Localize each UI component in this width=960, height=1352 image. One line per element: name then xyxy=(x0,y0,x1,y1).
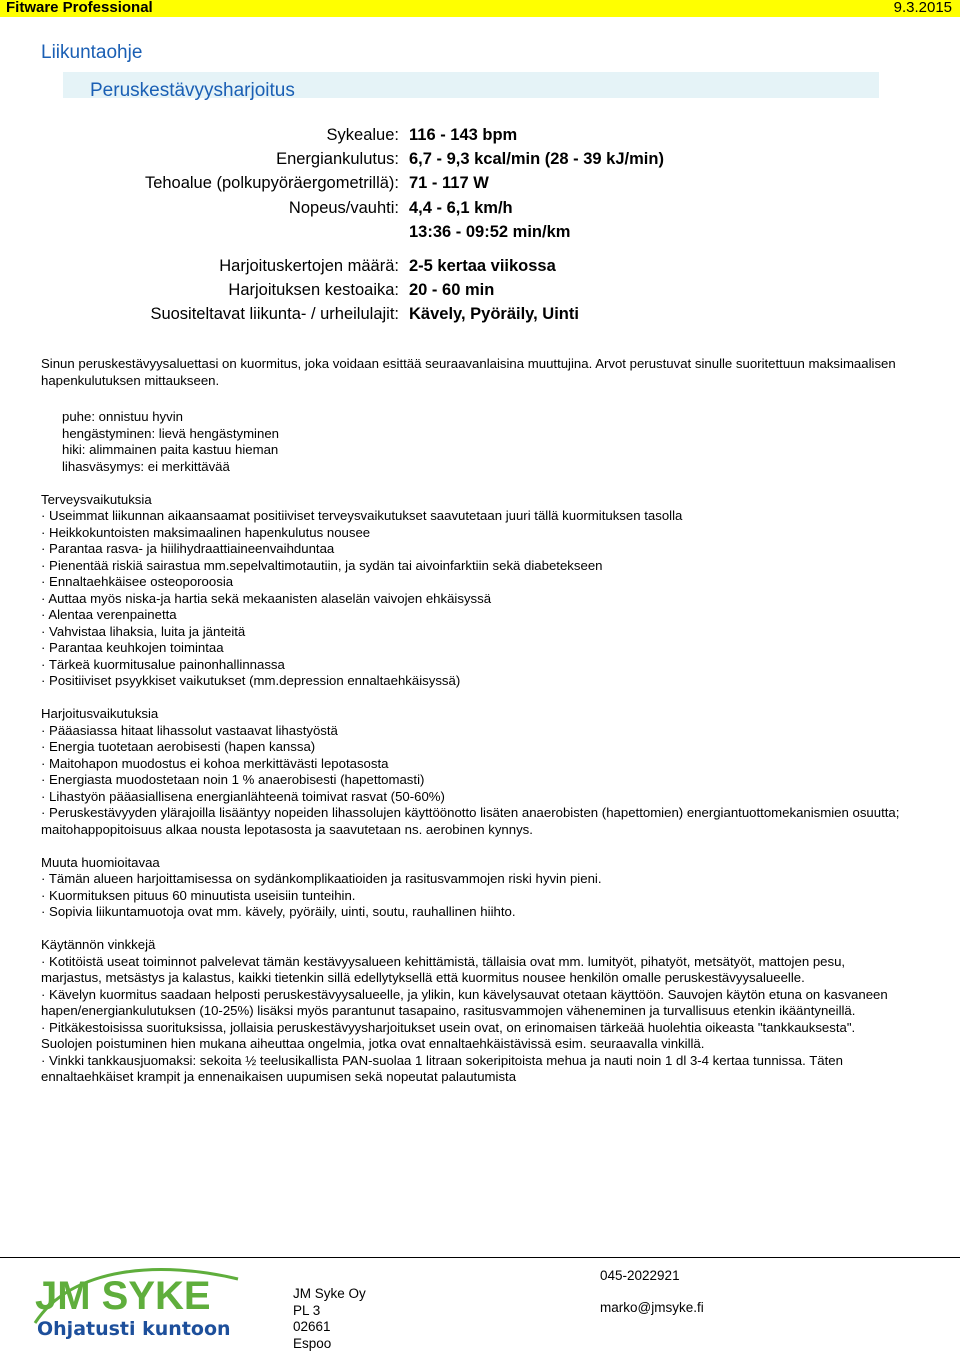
header-bar xyxy=(0,0,960,17)
intro-paragraph: Sinun peruskestävyysaluettasi on kuormitus, joka voidaan esittää seuraavanlaisina muuttujina. Arvot perustuvat sinulle suoritettuun maksimaalisen hapenkulutuksen mittaukseen. xyxy=(41,356,896,388)
param-row-speed xyxy=(0,199,960,219)
param-label: Harjoituksen kestoaika: xyxy=(228,281,399,299)
section-title: Harjoitusvaikutuksia xyxy=(41,706,159,721)
list-item: · Pääasiassa hitaat lihassolut vastaavat lihastyöstä xyxy=(41,722,338,738)
list-item: · Auttaa myös niska-ja hartia sekä mekaanisten alaselän vaivojen ehkäisyssä xyxy=(41,590,492,606)
list-item: · Pitkäkestoisissa suorituksissa, jollaisia peruskestävyysharjoitukset usein ovat, on erinomaisen tärkeää huolehtia oikeasta "tankkauksesta". Suolojen poistuminen hien mukana aiheuttaa ongelmia, jotka ovat ennaltaehkäistävissä esim. seuraavalla vinkillä. xyxy=(41,1019,856,1051)
jm-syke-logo xyxy=(33,1265,248,1341)
param-value: 20 - 60 min xyxy=(409,281,495,299)
po-box: PL 3 xyxy=(293,1302,321,1318)
list-item: · Tämän alueen harjoittamisessa on sydänkomplikaatioiden ja rasitusvammojen riski hyvin pieni. xyxy=(41,871,602,886)
param-label: Nopeus/vauhti: xyxy=(288,199,399,217)
list-item: · Vinkki tankkausjuomaksi: sekoita ½ teelusikallista PAN-suolaa 1 litraan sokeripitoista mehua ja nauti noin 1 dl 3-4 kertaa tunnissa. Täten ennaltaehkäiset krampit ja ennenaikaisen uupumisen sekä nopeutat palautumista xyxy=(41,1052,843,1084)
indicator-item: hengästyminen: lievä hengästyminen xyxy=(62,425,279,441)
list-item: · Energiasta muodostetaan noin 1 % anaerobisesti (hapettomasti) xyxy=(41,772,425,787)
param-value: 6,7 - 9,3 kcal/min (28 - 39 kJ/min) xyxy=(409,150,664,168)
list-item: · Vahvistaa lihaksia, luita ja jänteitä xyxy=(41,623,246,639)
list-item: · Heikkokuntoisten maksimaalinen hapenkulutus nousee xyxy=(41,524,371,540)
param-row-pace xyxy=(0,223,960,243)
list-item: · Peruskestävyyden ylärajoilla lisääntyy nopeiden lihassolujen käyttöönotto lisäten anaerobisten (hapettomien) energiantuottomekanismien osuutta; maitohappopitoisuus alkaa nousta lepotasosta ja saavutetaan ns. aerobinen kynnys. xyxy=(41,805,900,837)
list-item: · Parantaa rasva- ja hiilihydraattiaineenvaihduntaa xyxy=(41,541,335,556)
param-label: Tehoalue (polkupyöräergometrillä): xyxy=(144,174,399,192)
app-name: Fitware Professional xyxy=(6,0,153,16)
section-title: Käytännön vinkkejä xyxy=(41,937,156,952)
email-address[interactable]: marko@jmsyke.fi xyxy=(600,1300,704,1315)
param-label: Harjoituskertojen määrä: xyxy=(219,257,399,275)
list-item: · Positiiviset psyykkiset vaikutukset (mm.depression ennaltaehkäisyssä) xyxy=(41,673,461,688)
section-training-effects xyxy=(41,706,901,838)
param-value: 116 - 143 bpm xyxy=(409,126,518,144)
param-value: 71 - 117 W xyxy=(409,174,489,192)
postal-code: 02661 xyxy=(293,1319,331,1334)
exercise-title-band xyxy=(63,72,879,101)
list-item: · Pienentää riskiä sairastua mm.sepelvaltimotautiin, ja sydän tai aivoinfarktiin sekä diabetekseen xyxy=(41,557,603,573)
list-item: · Lihastyön pääasiallisena energianlähteenä toimivat rasvat (50-60%) xyxy=(41,788,445,804)
footer-divider xyxy=(0,1257,960,1258)
section-other-notes xyxy=(41,855,901,921)
list-item: · Energia tuotetaan aerobisesti (hapen kanssa) xyxy=(41,739,316,754)
contact-info xyxy=(600,1268,704,1315)
section-title: Muuta huomioitavaa xyxy=(41,854,160,870)
document-title: Liikuntaohje xyxy=(41,42,143,63)
logo-slogan: Ohjatusti kuntoon xyxy=(37,1318,231,1340)
company-name: JM Syke Oy xyxy=(293,1286,366,1301)
param-value: 2-5 kertaa viikossa xyxy=(409,257,556,275)
list-item: · Sopivia liikuntamuotoja ovat mm. kävely, pyöräily, uinti, soutu, rauhallinen hiihto. xyxy=(41,904,516,919)
list-item: · Useimmat liikunnan aikaansaamat positiiviset terveysvaikutukset saavutetaan juuri tällä kuormituksen tasolla xyxy=(41,508,683,523)
list-item: · Parantaa keuhkojen toimintaa xyxy=(41,640,224,655)
section-health-effects xyxy=(41,492,901,690)
param-row-frequency xyxy=(0,257,960,277)
param-label: Suositeltavat liikunta- / urheilulajit: xyxy=(150,305,399,323)
list-item: · Alentaa verenpainetta xyxy=(41,607,177,622)
indicator-item: hiki: alimmainen paita kastuu hieman xyxy=(62,442,279,457)
param-label: Energiankulutus: xyxy=(276,150,399,168)
section-title: Terveysvaikutuksia xyxy=(41,491,152,507)
param-value: Kävely, Pyöräily, Uinti xyxy=(409,305,579,323)
param-row-duration xyxy=(0,281,960,301)
section-practical-tips xyxy=(41,937,901,1086)
indicator-item: puhe: onnistuu hyvin xyxy=(62,409,183,424)
list-item: · Kotitöistä useat toiminnot palvelevat tämän kestävyysalueen kehittämistä, tällaisia ovat mm. lumityöt, pihatyöt, metsätyöt, mattojen pesu, marjastus, metsästys ja kalastus, kaikki tietenkin sillä edellytyksellä että kuormitus nousee henkilön omalle peruskestävyysalueelle. xyxy=(41,953,846,985)
logo-text: JM SYKE xyxy=(35,1274,211,1318)
param-value: 4,4 - 6,1 km/h xyxy=(409,199,513,217)
param-row-heart-rate xyxy=(0,126,960,146)
company-address xyxy=(293,1286,366,1352)
load-indicators xyxy=(41,409,901,475)
param-row-energy xyxy=(0,150,960,170)
list-item: · Kuormituksen pituus 60 minuutista useisiin tunteihin. xyxy=(41,887,356,903)
list-item: · Maitohapon muodostus ei kohoa merkittävästi lepotasosta xyxy=(41,755,389,771)
phone-number: 045-2022921 xyxy=(600,1268,680,1283)
list-item: · Ennaltaehkäisee osteoporoosia xyxy=(41,574,234,589)
exercise-title: Peruskestävyysharjoitus xyxy=(90,80,295,101)
document-body xyxy=(41,356,901,1086)
param-row-sports xyxy=(0,305,960,325)
param-label: Sykealue: xyxy=(326,126,399,144)
list-item: · Kävelyn kuormitus saadaan helposti peruskestävyysalueelle, ja ylikin, kun kävelysauvat otetaan käyttöön. Sauvojen käytön etuna on kasvaneen hapen/energiankulutuksen (10-25%) lisäksi myös parantunut tasapaino, rasitusvammojen väheneminen ja turvallisuus etenkin ikääntyneillä. xyxy=(41,986,888,1018)
indicator-item: lihasväsymys: ei merkittävää xyxy=(62,458,230,474)
print-date: 9.3.2015 xyxy=(893,0,952,16)
list-item: · Tärkeä kuormitusalue painonhallinnassa xyxy=(41,656,285,672)
param-value: 13:36 - 09:52 min/km xyxy=(409,223,571,241)
param-row-power xyxy=(0,174,960,194)
city: Espoo xyxy=(293,1335,332,1351)
